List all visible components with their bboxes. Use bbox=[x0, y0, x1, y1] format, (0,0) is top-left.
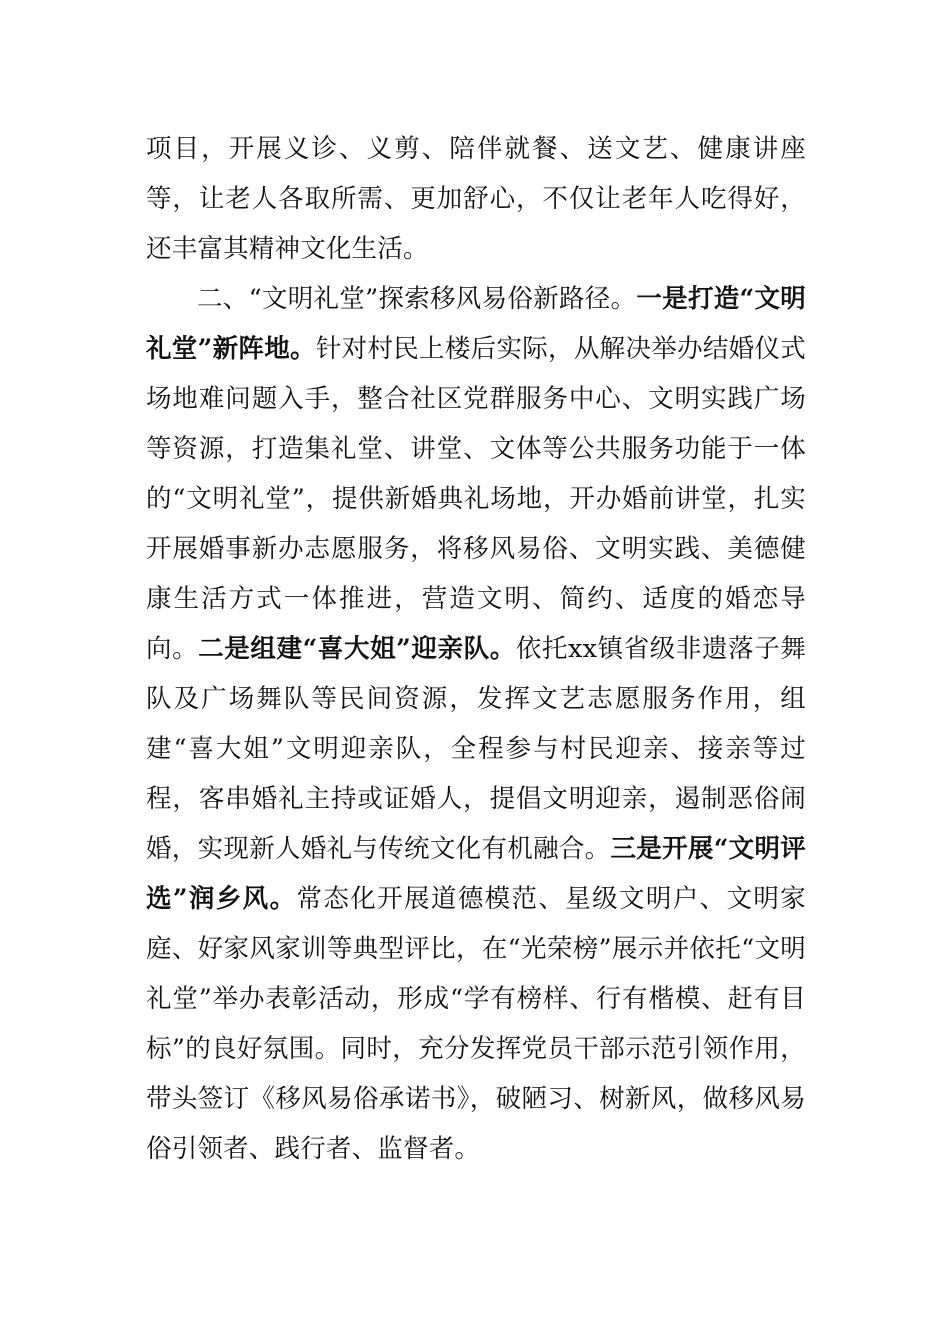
document-body bbox=[146, 124, 806, 1174]
paragraph-text: 项目，开展义诊、义剪、陪伴就餐、送文艺、健康讲座等，让老人各取所需、更加舒心，不仅让老年人吃得好，还丰富其精神文化生活。 bbox=[146, 134, 806, 264]
point-two-title: 二是组建“喜大姐”迎亲队。 bbox=[198, 634, 516, 664]
section-heading: 二、“文明礼堂”探索移风易俗新路径。 bbox=[197, 284, 637, 314]
point-one-title: 一是打造“文明礼堂”新阵地。 bbox=[146, 284, 806, 364]
paragraph-section-two bbox=[146, 274, 806, 1174]
point-three-title: 三是开展“文明评选”润乡风。 bbox=[146, 834, 806, 914]
paragraph-continuation bbox=[146, 124, 806, 274]
point-one-body: 针对村民上楼后实际，从解决举办结婚仪式场地难问题入手，整合社区党群服务中心、文明实践广场等资源，打造集礼堂、讲堂、文体等公共服务功能于一体的“文明礼堂”，提供新婚典礼场地，开办婚前讲堂，扎实开展婚事新办志愿服务，将移风易俗、文明实践、美德健康生活方式一体推进，营造文明、简约、适度的婚恋导向。 bbox=[146, 334, 806, 664]
point-two-body: 依托xx镇省级非遗落子舞队及广场舞队等民间资源，发挥文艺志愿服务作用，组建“喜大姐”文明迎亲队，全程参与村民迎亲、接亲等过程，客串婚礼主持或证婚人，提倡文明迎亲，遏制恶俗闹婚，实现新人婚礼与传统文化有机融合。 bbox=[146, 634, 807, 864]
point-three-body: 常态化开展道德模范、星级文明户、文明家庭、好家风家训等典型评比，在“光荣榜”展示并依托“文明礼堂”举办表彰活动，形成“学有榜样、行有楷模、赶有目标”的良好氛围。同时，充分发挥党员干部示范引领作用，带头签订《移风易俗承诺书》，破陋习、树新风，做移风易俗引领者、践行者、监督者。 bbox=[146, 884, 806, 1164]
